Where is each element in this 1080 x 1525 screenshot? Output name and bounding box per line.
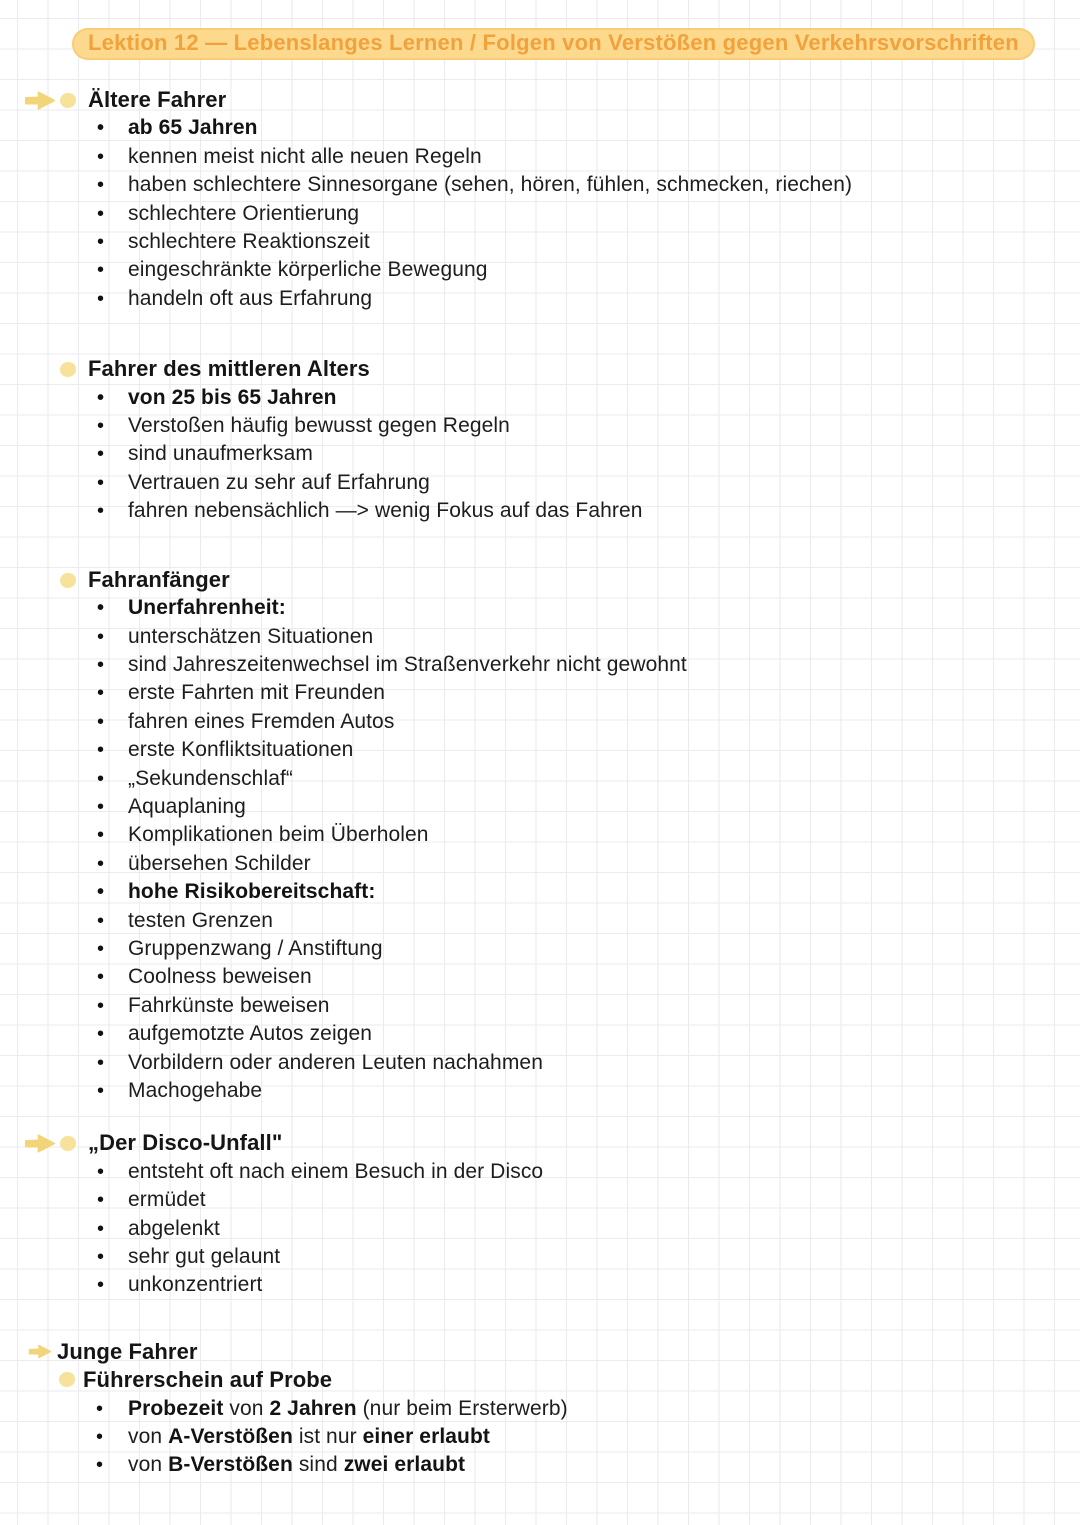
list-item: • kennen meist nicht alle neuen Regeln bbox=[88, 143, 1060, 171]
list-item: • Aquaplaning bbox=[88, 793, 1060, 821]
list-item: • schlechtere Reaktionszeit bbox=[88, 228, 1060, 256]
list-item: • ab 65 Jahren bbox=[88, 114, 1060, 142]
sections-container bbox=[57, 86, 1060, 1480]
list-item: • aufgemotzte Autos zeigen bbox=[88, 1020, 1060, 1048]
list-item-text: ist nur bbox=[292, 1425, 363, 1449]
list-item: • entsteht oft nach einem Besuch in der Disco bbox=[88, 1158, 1060, 1186]
section-mittleres-alter bbox=[88, 355, 1060, 525]
list-item-text-bold: B-Verstößen bbox=[168, 1453, 293, 1477]
list-item: • unkonzentriert bbox=[88, 1271, 1060, 1299]
bullet-dot-icon bbox=[59, 1372, 75, 1387]
list-item: • Coolness beweisen bbox=[88, 963, 1060, 991]
list-item: • fahren nebensächlich —> wenig Fokus auf das Fahren bbox=[88, 497, 1060, 525]
list-item: • unterschätzen Situationen bbox=[88, 623, 1060, 651]
section-fahranfaenger bbox=[88, 566, 1060, 1106]
list-item: • eingeschränkte körperliche Bewegung bbox=[88, 256, 1060, 284]
notes-content bbox=[57, 28, 1060, 1480]
list-item-text: von bbox=[128, 1425, 169, 1449]
right-arrow-icon bbox=[24, 1133, 56, 1154]
list-item: • hohe Risikobereitschaft: bbox=[88, 878, 1060, 906]
list-item-text-bold: Probezeit bbox=[128, 1396, 224, 1420]
list-item-text-bold: zwei erlaubt bbox=[343, 1453, 466, 1477]
section-disco-unfall bbox=[88, 1129, 1060, 1299]
list-item: • erste Konfliktsituationen bbox=[88, 736, 1060, 764]
bullet-dot-icon bbox=[60, 573, 76, 588]
section-aeltere-fahrer bbox=[88, 86, 1060, 313]
section-junge-fahrer bbox=[57, 1338, 1060, 1480]
right-arrow-icon bbox=[24, 90, 56, 111]
bullet-list bbox=[88, 384, 1060, 526]
list-item bbox=[83, 1451, 1060, 1479]
list-item: • übersehen Schilder bbox=[88, 850, 1060, 878]
section-title: „Der Disco-Unfall" bbox=[88, 1130, 283, 1156]
bullet-list bbox=[88, 594, 1060, 1105]
list-item: • abgelenkt bbox=[88, 1215, 1060, 1243]
list-item: • ermüdet bbox=[88, 1186, 1060, 1214]
section-title: Fahranfänger bbox=[88, 566, 230, 592]
bullet-dot-icon bbox=[60, 1136, 76, 1151]
list-item: • Vertrauen zu sehr auf Erfahrung bbox=[88, 469, 1060, 497]
list-item bbox=[83, 1395, 1060, 1423]
section-title: Junge Fahrer bbox=[57, 1338, 198, 1364]
list-item: • erste Fahrten mit Freunden bbox=[88, 679, 1060, 707]
bullet-list bbox=[83, 1395, 1060, 1480]
list-item-text: (nur beim Ersterwerb) bbox=[356, 1396, 568, 1420]
list-item: • Fahrkünste beweisen bbox=[88, 992, 1060, 1020]
list-item: • handeln oft aus Erfahrung bbox=[88, 285, 1060, 313]
list-item bbox=[83, 1423, 1060, 1451]
list-item: • „Sekundenschlaf“ bbox=[88, 765, 1060, 793]
list-item: • sehr gut gelaunt bbox=[88, 1243, 1060, 1271]
list-item: • Komplikationen beim Überholen bbox=[88, 821, 1060, 849]
list-item: • sind Jahreszeitenwechsel im Straßenverkehr nicht gewohnt bbox=[88, 651, 1060, 679]
list-item: • von 25 bis 65 Jahren bbox=[88, 384, 1060, 412]
list-item: • Gruppenzwang / Anstiftung bbox=[88, 935, 1060, 963]
list-item: • schlechtere Orientierung bbox=[88, 200, 1060, 228]
list-item: • testen Grenzen bbox=[88, 907, 1060, 935]
list-item: • haben schlechtere Sinnesorgane (sehen, hören, fühlen, schmecken, riechen) bbox=[88, 171, 1060, 199]
section-title: Führerschein auf Probe bbox=[83, 1367, 333, 1393]
section-title: Ältere Fahrer bbox=[88, 87, 227, 112]
section-title: Fahrer des mittleren Alters bbox=[88, 356, 370, 382]
list-item-text: sind bbox=[292, 1453, 344, 1477]
list-item: • Verstoßen häufig bewusst gegen Regeln bbox=[88, 412, 1060, 440]
list-item: • Unerfahrenheit: bbox=[88, 594, 1060, 622]
list-item-text-bold: A-Verstößen bbox=[168, 1425, 293, 1449]
bullet-dot-icon bbox=[60, 93, 76, 108]
list-item: • sind unaufmerksam bbox=[88, 440, 1060, 468]
lesson-title-highlight bbox=[72, 28, 1035, 60]
bullet-list bbox=[88, 1158, 1060, 1300]
subsection-fuehrerschein-auf-probe bbox=[83, 1366, 1060, 1480]
list-item-text: von bbox=[223, 1396, 270, 1420]
bullet-list bbox=[88, 114, 1060, 313]
list-item-text-bold: 2 Jahren bbox=[269, 1396, 357, 1420]
list-item-text: von bbox=[128, 1453, 169, 1477]
lesson-title: Lektion 12 — Lebenslanges Lernen / Folgen von Verstößen gegen Verkehrsvorschriften bbox=[88, 30, 1019, 55]
list-item: • fahren eines Fremden Autos bbox=[88, 708, 1060, 736]
list-item: • Vorbildern oder anderen Leuten nachahmen bbox=[88, 1049, 1060, 1077]
list-item: • Machogehabe bbox=[88, 1077, 1060, 1105]
bullet-dot-icon bbox=[60, 362, 76, 377]
right-arrow-icon bbox=[28, 1343, 52, 1360]
list-item-text-bold: einer erlaubt bbox=[362, 1425, 490, 1449]
